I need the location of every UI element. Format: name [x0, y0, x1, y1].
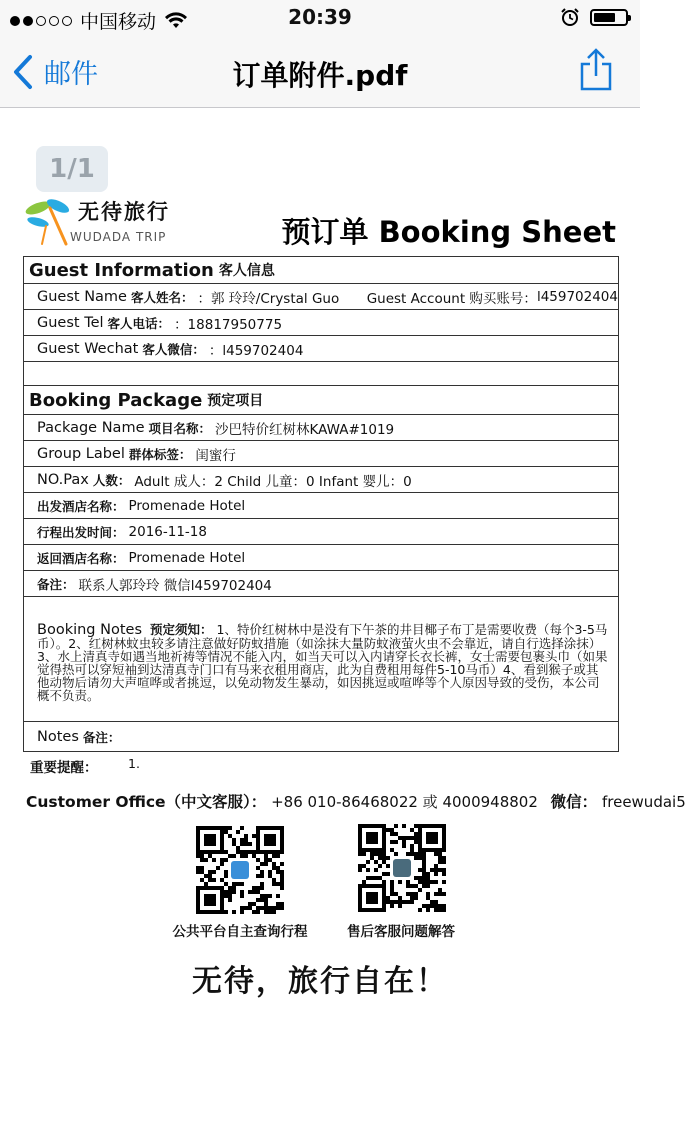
reminder-label: 重要提醒： [30, 760, 98, 776]
guest-account-label: Guest Account 购买账号： [366, 290, 537, 307]
guest-wechat-row [24, 336, 618, 362]
group-label-cn: 群体标签： [128, 446, 192, 462]
carrier-name: 中国移动 [80, 11, 157, 33]
customer-phone: +86 010-86468022 或 4000948802 [271, 793, 538, 811]
return-hotel-row [24, 545, 618, 571]
guest-name-row [24, 284, 618, 310]
logo-text-en: WUDADA TRIP [70, 230, 167, 244]
guest-tel-label-en: Guest Tel [37, 314, 104, 331]
spacer-row [24, 362, 618, 386]
booking-notes-label-en: Booking Notes [37, 622, 142, 638]
return-hotel-value: Promenade Hotel [128, 549, 246, 566]
package-name-label-en: Package Name [37, 419, 145, 436]
guest-name-label-en: Guest Name [37, 288, 127, 305]
status-right [560, 7, 628, 27]
document-title: 预订单 Booking Sheet [281, 215, 616, 249]
customer-office-line [26, 790, 686, 812]
guest-tel-row [24, 310, 618, 336]
company-logo [24, 186, 184, 256]
qr1-label: 公共平台自主查询行程 [172, 924, 308, 940]
back-label: 邮件 [44, 59, 98, 90]
depart-hotel-value: Promenade Hotel [128, 497, 246, 514]
booking-notes-value: 1、特价红树林中是没有下午茶的井目椰子布丁是需要收费（每个3-5马币）。2、红树林蚊虫较多请注意做好防蚊措施（如涂抹大量防蚊液萤火虫不会靠近，请自行选择涂抹）3、水上清真寺如遇当地祈祷等情况不能入内，如当天可以入内请穿长衣长裤，女士需要包裹头巾（如果觉得热可以穿短袖到达清真寺门口有马来衣租用商店，此为自费租用每件5-10马币）4、看到猴子或其他动物后请勿大声喧哗或者挑逗，以免动物发生暴动，如因挑逗或喧哗等个人原因导致的受伤，本公司概不负责。 [37, 622, 608, 703]
pax-label-en: NO.Pax [37, 471, 89, 488]
alarm-clock-icon [560, 7, 580, 27]
guest-info-header [24, 257, 618, 284]
guest-info-title-en: Guest Information [29, 259, 214, 281]
guest-info-title-cn: 客人信息 [218, 263, 275, 279]
guest-tel-label-cn: 客人电话： [107, 315, 171, 331]
depart-date-value: 2016-11-18 [128, 523, 207, 540]
depart-hotel-row [24, 493, 618, 519]
pax-row [24, 467, 618, 493]
booking-notes-row [24, 597, 618, 722]
slogan: 无待，旅行自在！ [192, 964, 448, 999]
customer-wechat-value: freewudai5 [601, 793, 686, 811]
package-name-row [24, 415, 618, 441]
share-icon [578, 48, 614, 92]
battery-icon [590, 9, 628, 26]
battery-level [594, 13, 615, 22]
remark-row [24, 571, 618, 597]
package-name-value: 沙巴特价红树林KAWA#1019 [215, 421, 395, 438]
guest-name-value: ：郭 玲玲/Crystal Guo [197, 290, 340, 307]
group-label-row [24, 441, 618, 467]
customer-wechat-label: 微信： [550, 793, 598, 811]
depart-date-label: 行程出发时间： [37, 524, 125, 540]
guest-wechat-value: ：l459702404 [208, 342, 304, 359]
guest-tel-value: ：18817950775 [174, 316, 283, 333]
pax-value: Adult 成人：2 Child 儿童：0 Infant 婴儿：0 [134, 473, 412, 490]
remark-label: 备注： [37, 576, 75, 592]
booking-package-header [24, 386, 618, 415]
group-label-value: 闺蜜行 [195, 447, 236, 464]
share-button[interactable] [578, 48, 614, 96]
guest-wechat-label-en: Guest Wechat [37, 340, 139, 357]
navigation-bar [0, 36, 640, 108]
qr-code-icon [358, 824, 446, 912]
qr-code-icon [196, 826, 284, 914]
page-indicator: 1/1 [36, 146, 108, 192]
group-label-en: Group Label [37, 445, 125, 462]
return-hotel-label: 返回酒店名称： [37, 550, 125, 566]
notes-label-en: Notes [37, 728, 79, 745]
logo-text-cn: 无待旅行 [78, 200, 170, 224]
guest-account-value: l459702404 [536, 288, 618, 305]
remark-value: 联系人郭玲玲 微信l459702404 [78, 577, 272, 594]
package-name-label-cn: 项目名称： [148, 420, 212, 436]
booking-package-title-cn: 预定项目 [207, 393, 264, 409]
status-bar [0, 0, 640, 36]
booking-notes-label-cn: 预定须知： [149, 622, 213, 637]
qr2-label: 售后客服问题解答 [347, 924, 455, 940]
notes-row [24, 722, 618, 751]
guest-name-label-cn: 客人姓名： [130, 289, 194, 305]
depart-hotel-label: 出发酒店名称： [37, 498, 125, 514]
booking-table [23, 256, 619, 752]
depart-date-row [24, 519, 618, 545]
page-title: 订单附件.pdf [232, 59, 408, 92]
booking-package-title-en: Booking Package [29, 389, 203, 411]
customer-office-label: Customer Office（中文客服）： [26, 793, 267, 811]
pax-label-cn: 人数： [92, 472, 131, 488]
clock: 20:39 [288, 5, 352, 29]
reminder-value: 1. [128, 756, 140, 771]
notes-label-cn: 备注： [82, 729, 121, 745]
guest-wechat-label-cn: 客人微信： [142, 341, 205, 357]
